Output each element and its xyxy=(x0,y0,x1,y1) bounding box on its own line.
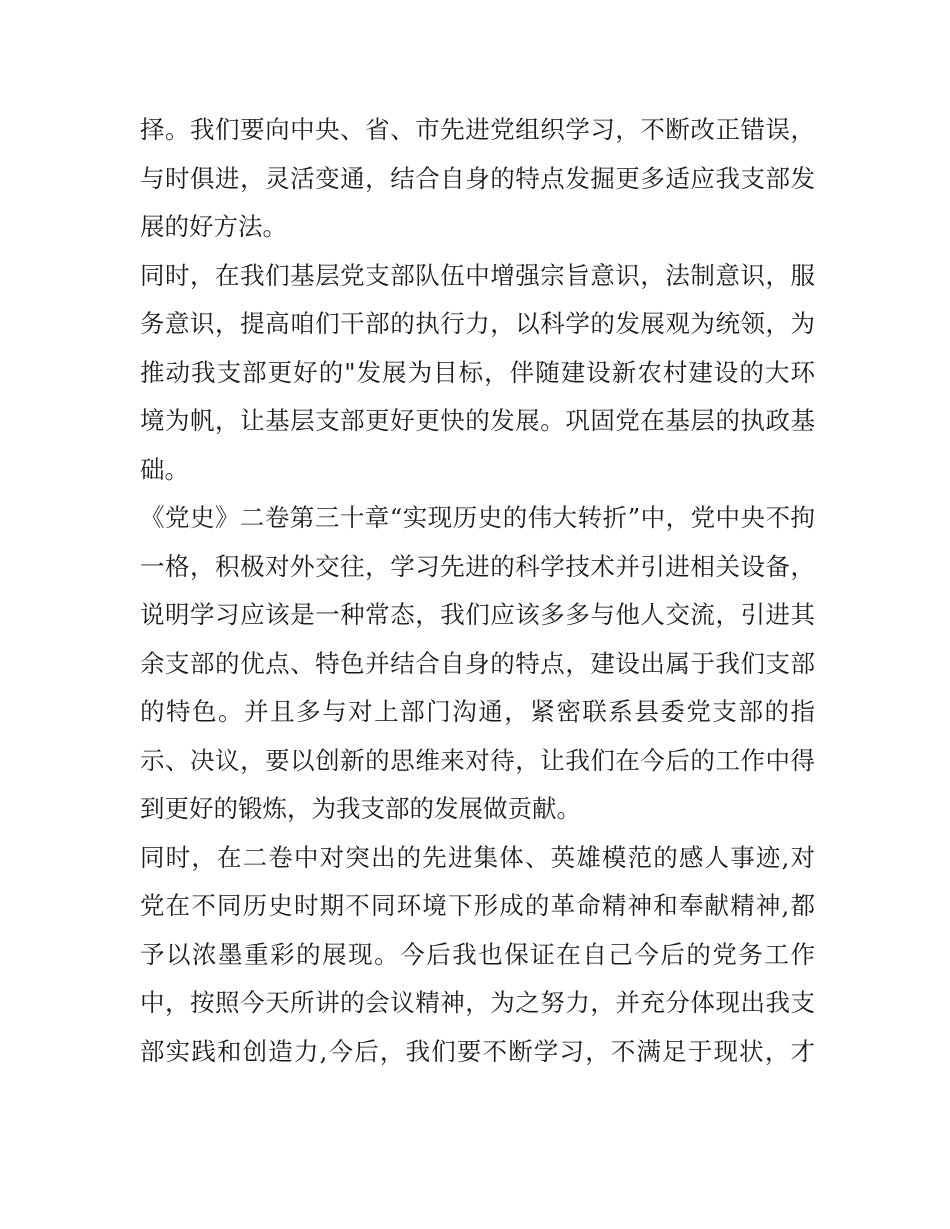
text-line: 到更好的锻炼，为我支部的发展做贡献。 xyxy=(140,794,581,823)
text-line: 的特色。并且多与对上部门沟通，紧密联系县委党支部的指 xyxy=(140,697,815,726)
text-line: 务意识，提高咱们干部的执行力，以科学的发展观为统领，为 xyxy=(140,309,815,338)
text-line: 予以浓墨重彩的展现。今后我也保证在自己今后的党务工作 xyxy=(140,939,815,969)
text-line: 与时俱进，灵活变通，结合自身的特点发掘更多适应我支部发 xyxy=(140,163,815,193)
text-line: 示、决议，要以创新的思维来对待，让我们在今后的工作中得 xyxy=(140,745,815,775)
text-line: 说明学习应该是一种常态，我们应该多多与他人交流，引进其 xyxy=(140,600,815,629)
text-line: 部实践和创造力,今后，我们要不断学习，不满足于现状，才 xyxy=(140,1036,815,1066)
text-line: 择。我们要向中央、省、市先进党组织学习，不断改正错误， xyxy=(140,115,815,144)
text-line: 中，按照今天所讲的会议精神，为之努力，并充分体现出我支 xyxy=(140,988,815,1017)
text-line: 一格，积极对外交往，学习先进的科学技术并引进相关设备， xyxy=(140,551,815,581)
text-line: 同时，在我们基层党支部队伍中增强宗旨意识，法制意识，服 xyxy=(140,260,815,290)
text-line: 余支部的优点、特色并结合自身的特点，建设出属于我们支部 xyxy=(140,648,815,678)
text-line: 展的好方法。 xyxy=(140,212,287,241)
text-line: 础。 xyxy=(140,454,189,484)
text-line: 境为帆，让基层支部更好更快的发展。巩固党在基层的执政基 xyxy=(140,406,815,435)
text-line: 《党史》二卷第三十章“实现历史的伟大转折”中，党中央不拘 xyxy=(140,503,815,532)
text-line: 推动我支部更好的"发展为目标，伴随建设新农村建设的大环 xyxy=(140,357,815,387)
body-text xyxy=(140,106,815,1076)
text-line: 党在不同历史时期不同环境下形成的革命精神和奉献精神,都 xyxy=(140,891,815,920)
text-line: 同时，在二卷中对突出的先进集体、英雄模范的感人事迹,对 xyxy=(140,842,815,872)
